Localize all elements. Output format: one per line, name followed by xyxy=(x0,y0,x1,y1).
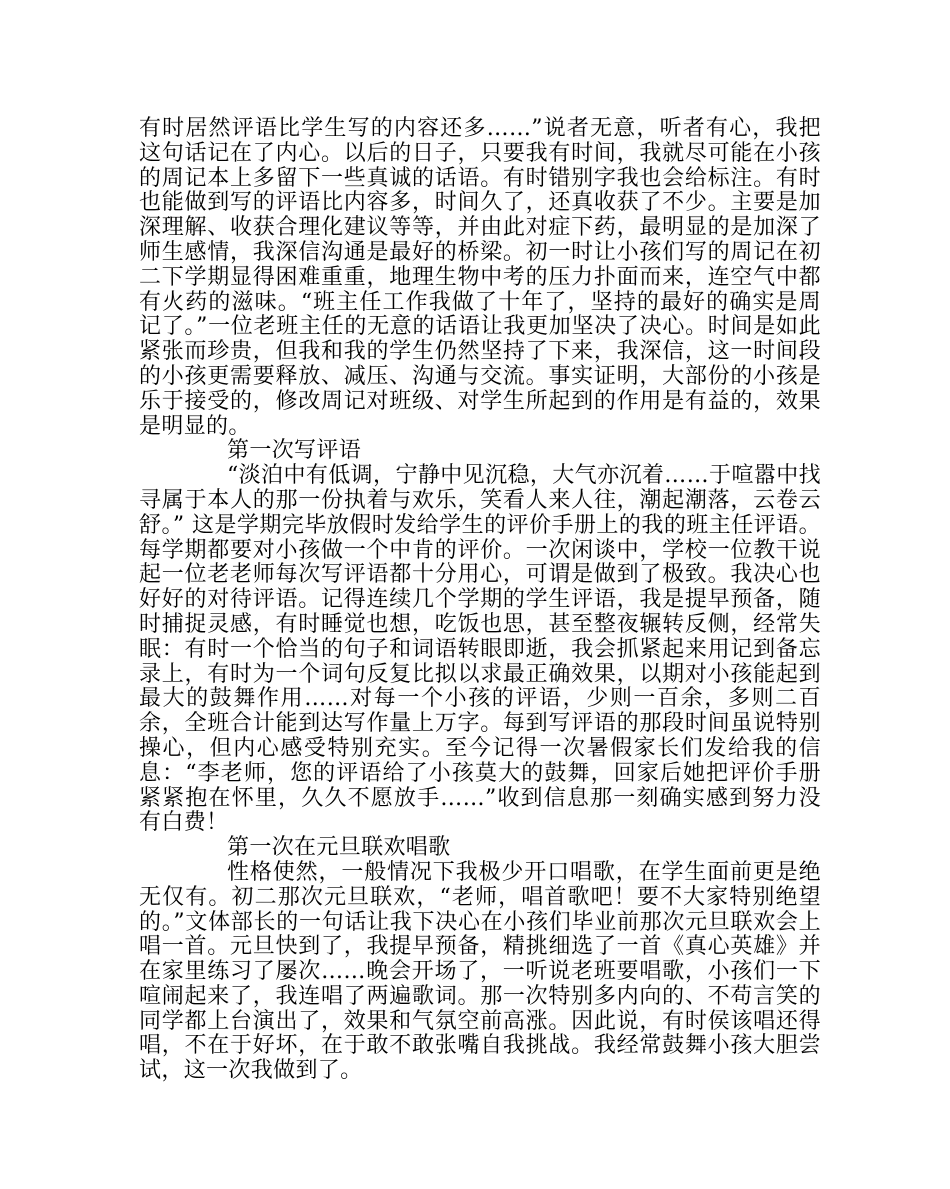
document-page xyxy=(139,117,821,1084)
section-heading: 第一次写评语 xyxy=(227,438,362,464)
body-paragraph: “淡泊中有低调，宁静中见沉稳，大气亦沉着……于喧嚣中找寻属于本人的那一份执着与欢乐，笑看人来人往，潮起潮落，云卷云舒。” 这是学期完毕放假时发给学生的评价手册上的我的班主任评语。每学期都要对小孩做一个中肯的评价。一次闲谈中，学校一位教干说起一位老老师每次写评语都十分用心，可谓是做到了极致。我决心也好好的对待评语。记得连续几个学期的学生评语，我是提早预备，随时捕捉灵感，有时睡觉也想，吃饭也思，甚至整夜辗转反侧，经常失眠：有时一个恰当的句子和词语转眼即逝，我会抓紧起来用记到备忘录上，有时为一个词句反复比拟以求最正确效果，以期对小孩能起到最大的鼓舞作用……对每一个小孩的评语，少则一百余，多则二百余，全班合计能到达写作量上万字。每到写评语的那段时间虽说特别操心，但内心感受特别充实。至今记得一次暑假家长们发给我的信息：“李老师，您的评语给了小孩莫大的鼓舞，回家后她把评价手册紧紧抱在怀里，久久不愿放手……”收到信息那一刻确实感到努力没有白费！ xyxy=(139,463,821,836)
body-paragraph: 性格使然，一般情况下我极少开口唱歌，在学生面前更是绝无仅有。初二那次元旦联欢，“老师，唱首歌吧！要不大家特别绝望的。”文体部长的一句话让我下决心在小孩们毕业前那次元旦联欢会上唱一首。元旦快到了，我提早预备，精挑细选了一首《真心英雄》并在家里练习了屡次……晚会开场了，一听说老班要唱歌，小孩们一下喧闹起来了，我连唱了两遍歌词。那一次特别多内向的、不苟言笑的同学都上台演出了，效果和气氛空前高涨。因此说，有时侯该唱还得唱，不在于好坏，在于敢不敢张嘴自我挑战。我经常鼓舞小孩大胆尝试，这一次我做到了。 xyxy=(139,859,821,1084)
body-paragraph: 有时居然评语比学生写的内容还多……”说者无意，听者有心，我把这句话记在了内心。以后的日子，只要我有时间，我就尽可能在小孩的周记本上多留下一些真诚的话语。有时错别字我也会给标注。有时也能做到写的评语比内容多，时间久了，还真收获了不少。主要是加深理解、收获合理化建议等等，并由此对症下药，最明显的是加深了师生感情，我深信沟通是最好的桥梁。初一时让小孩们写的周记在初二下学期显得困难重重，地理生物中考的压力扑面而来，连空气中都有火药的滋味。“班主任工作我做了十年了，坚持的最好的确实是周记了。”一位老班主任的无意的话语让我更加坚决了决心。时间是如此紧张而珍贵，但我和我的学生仍然坚持了下来，我深信，这一时间段的小孩更需要释放、减压、沟通与交流。事实证明，大部份的小孩是乐于接受的，修改周记对班级、对学生所起到的作用是有益的，效果是明显的。 xyxy=(139,116,821,439)
section-heading: 第一次在元旦联欢唱歌 xyxy=(227,835,451,861)
